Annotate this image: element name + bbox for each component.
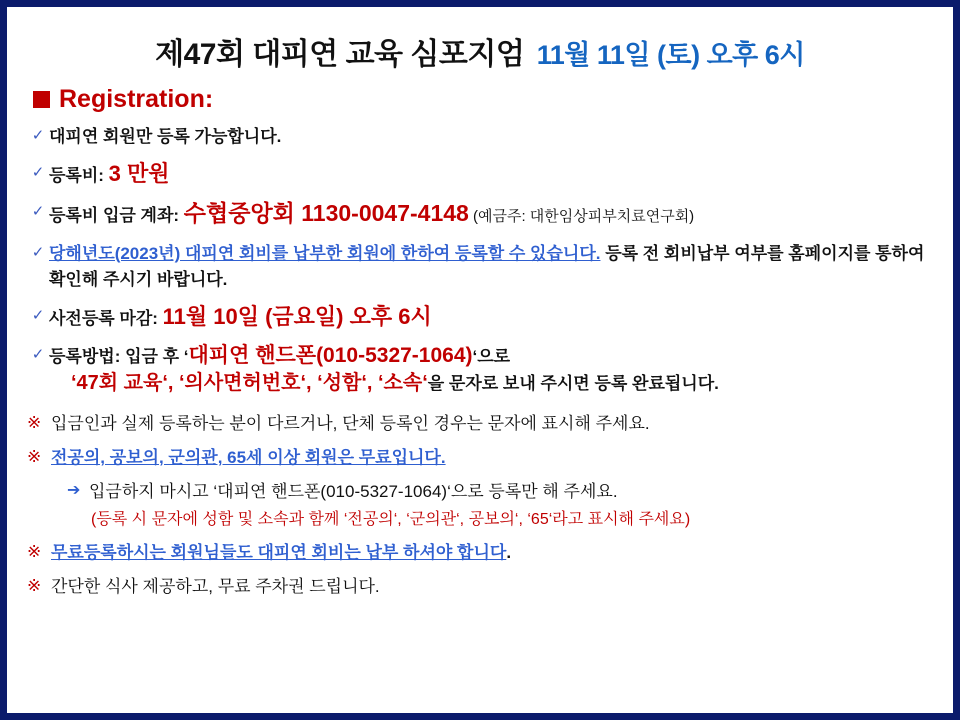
list-item-body [49,343,939,397]
account-label: 등록비 입금 계좌: [49,206,184,225]
deadline-value: 11월 10일 (금요일) 오후 6시 [162,304,432,329]
method-continuation [71,370,939,397]
method-label: 등록방법: 입금 후 ‘ [49,347,189,366]
list-item [27,304,939,332]
method-tail: ‘으로 [472,347,511,366]
list-item [27,241,939,293]
free-registration-note [51,445,939,470]
reference-mark-icon: ※ [27,576,42,595]
check-icon: ✓ [31,346,45,363]
list-item-body [49,241,939,293]
account-holder: (예금주: 대한임상피부치료연구회) [468,208,695,225]
dues-note [51,540,939,565]
page-title [21,29,939,73]
dues-note-period: . [506,543,512,562]
check-icon: ✓ [31,307,45,324]
required-fields: ‘47회 교육‘, ‘의사면허번호‘, ‘성함‘, ‘소속‘ [71,372,428,394]
square-bullet-icon [33,91,50,108]
list-item-body [49,304,939,332]
sub-note-text: 입금하지 마시고 ‘대피연 핸드폰(010-5327-1064)‘으로 등록만 해 주세요. [89,482,618,501]
membership-fee-highlight: 당해년도(2023년) 대피연 회비를 납부한 회원에 한하여 등록할 수 있습니다. [49,244,601,263]
parenthetical-note: (등록 시 문자에 성함 및 소속과 함께 ‘전공의‘, ‘군의관‘, 공보의‘, ‘65‘라고 표시해 주세요) [91,511,691,528]
slide-content [7,7,953,713]
sub-note-item [67,479,939,504]
deadline-label: 사전등록 마감: [49,309,163,328]
title-date-text: 11월 11일 (토) 오후 6시 [536,40,805,70]
registration-list [27,124,939,397]
list-item-body [49,200,939,230]
notes-section [27,411,939,599]
title-main-text: 제47회 대피연 교육 심포지엄 [155,38,525,71]
contact-phone: 대피연 핸드폰(010-5327-1064) [188,344,473,367]
reference-mark-icon: ※ [27,447,42,466]
check-icon: ✓ [31,164,45,181]
reference-mark-icon: ※ [27,413,42,432]
list-item-body [49,124,939,150]
required-fields-tail: 을 문자로 보내 주시면 등록 완료됩니다. [427,374,719,393]
account-number: 수협중앙회 1130-0047-4148 [183,200,469,226]
list-item [27,343,939,397]
list-item-body [49,161,939,189]
fee-amount: 3 만원 [108,161,170,186]
fee-label: 등록비: [49,166,109,185]
note-item [27,411,939,436]
check-icon: ✓ [31,127,45,144]
dues-note-text: 무료등록하시는 회원님들도 대피연 회비는 납부 하셔야 합니다 [51,543,507,562]
note-text: 입금인과 실제 등록하는 분이 다르거나, 단체 등록인 경우는 문자에 표시해 주세요. [51,414,650,433]
list-item [27,124,939,150]
reference-mark-icon: ※ [27,542,42,561]
list-item [27,200,939,230]
arrow-right-icon: ➔ [67,482,81,499]
note-item [27,445,939,470]
free-registration-text: 전공의, 공보의, 군의관, 65세 이상 회원은 무료입니다. [51,448,446,467]
check-icon: ✓ [31,244,45,261]
meal-parking-note: 간단한 식사 제공하고, 무료 주차권 드립니다. [51,577,380,596]
check-icon: ✓ [31,203,45,220]
note-item [27,540,939,565]
list-item [27,161,939,189]
membership-fee-tail: 등록 전 회비납부 여부를 홈페이지를 통하여 확인해 주시기 바랍니다. [49,244,925,289]
note-item [27,574,939,599]
registration-heading [33,85,939,114]
registration-heading-label: Registration: [59,85,214,113]
list-item-text: 대피연 회원만 등록 가능합니다. [49,127,282,146]
